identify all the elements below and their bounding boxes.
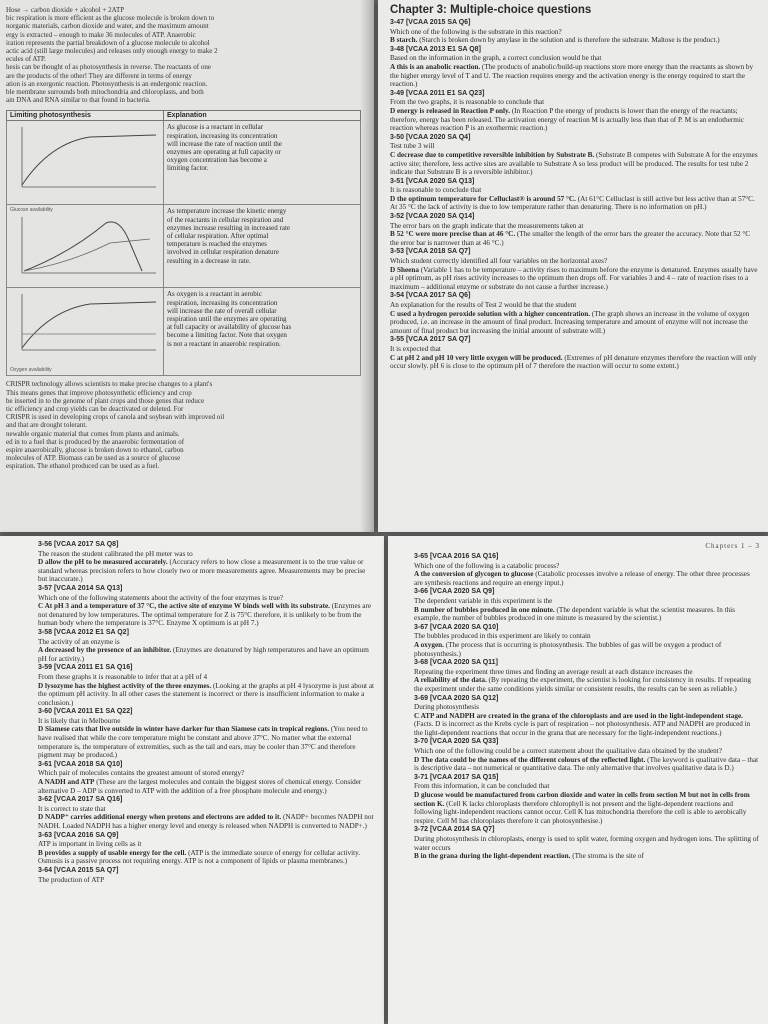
question-heading: 3-50 [VCAA 2020 SA Q4] <box>390 133 471 141</box>
answer-block <box>414 570 760 587</box>
question-list <box>38 541 376 884</box>
question-item <box>414 826 760 860</box>
answer-choice: B 52 °C were more precise than at 46 °C. <box>390 230 516 239</box>
answer-choice: A NADH and ATP <box>38 778 95 787</box>
question-heading: 3-65 [VCAA 2016 SA Q16] <box>414 553 499 560</box>
question-heading: 3-58 [VCAA 2012 E1 SA Q2] <box>38 628 129 636</box>
text-line: temperature is reached the enzymes <box>167 240 267 249</box>
answer-explanation: (ATP is the immediate source of energy for cellular activity. Osmosis is a passive process not requiring energy. ATP is not a component of lipids or plasma membranes.) <box>38 848 361 866</box>
text-line: molecules of ATP. Biomass can be used as a source of glucose <box>6 454 181 463</box>
question-item <box>390 292 758 335</box>
text-line: at full capacity or availability of glucose has <box>167 323 292 332</box>
question-heading: 3-47 [VCAA 2015 SA Q6] <box>390 19 471 26</box>
answer-choice: C used a hydrogen peroxide solution with a higher concentration. <box>390 309 591 318</box>
graph-caption: Glucose availability <box>10 207 53 214</box>
question-item <box>390 90 758 133</box>
question-heading: 3-52 [VCAA 2020 SA Q14] <box>390 213 475 221</box>
question-stem: The bubbles produced in this experiment are likely to contain <box>414 632 591 641</box>
answer-explanation: (Looking at the graphs at pH 4 lysozyme is just about at the optimum pH activity. In all other cases the statement is incorrect or there is insufficient information to make a conclusion.) <box>38 681 375 707</box>
answer-explanation: (The dependent variable is what the scientist measures. In this example, the number of bubbles produced in one minute is measured by the scientist.) <box>414 605 735 623</box>
answer-explanation: (The products of anabolic/build-up reactions store more energy than the reactants as shown by the higher energy level of T and U. The reaction requires energy and the activation energy is the energy required to start the reaction.) <box>390 62 754 89</box>
answer-choice: B in the grana during the light-dependent reaction. <box>414 852 571 861</box>
text-line: norganic materials, carbon dioxide and water, and the maximum amount <box>6 22 209 31</box>
question-stem: During photosynthesis in chloroplasts, energy is used to split water, forming oxygen and hydrogen ions. The splitting of water occurs <box>414 835 759 852</box>
question-heading: 3-57 [VCAA 2014 SA Q13] <box>38 584 123 592</box>
text-line: CRISPR is used in developing crops of canola and soybean with improved oil <box>6 413 225 422</box>
graph-cell <box>7 288 164 376</box>
answer-choice: C decrease due to competitive reversible inhibition by Substrate B. <box>390 150 595 159</box>
answer-block <box>414 606 760 623</box>
question-stem: Test tube 3 will <box>390 142 435 151</box>
question-stem: Based on the information in the graph, a correct conclusion would be that <box>390 54 602 63</box>
question-item <box>414 553 760 587</box>
question-heading: 3-48 [VCAA 2013 E1 SA Q8] <box>390 45 481 53</box>
text-line: newable organic material that comes from plants and animals. <box>6 429 180 438</box>
answer-choice: C At pH 3 and a temperature of 37 °C, the active site of enzyme W binds well with its substrate. <box>38 602 330 611</box>
question-list <box>390 19 758 371</box>
question-stem: It is correct to state that <box>38 804 106 813</box>
question-stem: From this information, it can be concluded that <box>414 782 550 791</box>
answer-choice: B number of bubbles produced in one minute. <box>414 605 555 614</box>
question-item <box>38 664 376 707</box>
answer-block <box>390 195 758 212</box>
text-line: and that are drought tolerant. <box>6 421 88 430</box>
text-line: bic respiration is more efficient as the glucose molecule is broken down to <box>6 14 215 23</box>
answer-block <box>38 849 376 866</box>
question-item <box>38 708 376 760</box>
answer-explanation: (Catabolic processes involve a release of energy. The other three processes are synthesis reactions and require an energy input.) <box>414 570 750 587</box>
table-row <box>7 121 361 205</box>
question-item <box>38 867 376 884</box>
question-heading: 3-55 [VCAA 2017 SA Q7] <box>390 336 471 344</box>
question-heading: 3-56 [VCAA 2017 SA Q8] <box>38 541 119 548</box>
question-heading: 3-53 [VCAA 2018 SA Q7] <box>390 248 471 256</box>
table-header-explanation: Explanation <box>164 111 361 121</box>
question-heading: 3-66 [VCAA 2020 SA Q9] <box>414 588 495 596</box>
textbook-page-left-top <box>0 0 374 532</box>
question-item <box>38 585 376 628</box>
text-line: As temperature increase the kinetic energy <box>167 207 287 216</box>
running-head: Chapters 1 – 3 <box>705 542 760 550</box>
text-line: tic efficiency and crop yields can be deactivated or deleted. For <box>6 405 184 414</box>
text-line: will increase the rate of overall cellular <box>167 306 277 315</box>
answer-block <box>390 310 758 336</box>
answer-block <box>390 354 758 371</box>
question-stem: The activity of an enzyme is <box>38 637 120 646</box>
question-item <box>390 213 758 247</box>
answer-choice: D the optimum temperature for Celluclast® is around 57 °C. <box>390 194 576 203</box>
text-line: will increase the rate of reaction until the <box>167 139 282 148</box>
answer-explanation: (By repeating the experiment, the scientist is looking for consistency in results. If repeating the experiment under the same conditions yields similar or consistent results, the results can be seen as reliable.) <box>414 676 752 693</box>
text-line: enzymes increase resulting in increased rate <box>167 223 291 232</box>
answer-choice: A decreased by the presence of an inhibitor. <box>38 646 172 655</box>
question-heading: 3-62 [VCAA 2017 SA Q16] <box>38 796 123 804</box>
question-stem: Which student correctly identified all four variables on the horizontal axes? <box>390 257 608 266</box>
answer-block <box>414 852 760 861</box>
chapter-title: Chapter 3: Multiple-choice questions <box>390 4 592 16</box>
question-stem: From these graphs it is reasonable to infer that at a pH of 4 <box>38 672 208 681</box>
answer-block <box>38 646 376 663</box>
question-heading: 3-61 [VCAA 2018 SA Q10] <box>38 760 123 768</box>
text-line: As oxygen is a reactant in aerobic <box>167 290 262 299</box>
text-line: of the reactants in cellular respiration and <box>167 215 284 224</box>
question-item <box>414 774 760 826</box>
outro-text <box>6 380 366 470</box>
answer-choice: D lysozyme has the highest activity of the three enzymes. <box>38 681 212 690</box>
answer-block <box>390 230 758 247</box>
question-item <box>414 738 760 772</box>
question-item <box>38 796 376 830</box>
answer-choice: D allow the pH to be measured accurately. <box>38 558 168 567</box>
answer-explanation: (Substrate B competes with Substrate A for the enzymes active site; therefore, less active sites are available to Substrate A so less product will be produced. The results for test tube 2 indicate that Substrate B is a reversible inhibitor.) <box>390 150 758 177</box>
question-item <box>390 134 758 177</box>
text-line: ain DNA and RNA similar to that found in bacteria. <box>6 96 151 105</box>
question-heading: 3-71 [VCAA 2017 SA Q15] <box>414 773 499 781</box>
oxygen-graph <box>10 290 160 362</box>
answer-block <box>414 791 760 825</box>
text-line: espiration. The ethanol produced can be used as a fuel. <box>6 462 160 471</box>
question-stem: ATP is important in living cells as it <box>38 840 142 849</box>
question-heading: 3-59 [VCAA 2011 E1 SA Q16] <box>38 664 133 672</box>
answer-explanation: (Starch is broken down by amylase in the solution and is therefore the substrate. Maltose is the product.) <box>417 36 720 45</box>
question-heading: 3-49 [VCAA 2011 E1 SA Q23] <box>390 89 485 97</box>
explanation-cell <box>164 288 361 376</box>
explanation-cell <box>164 205 361 288</box>
answer-choice: D energy is released in Reaction P only. <box>390 106 511 115</box>
answer-block <box>38 602 376 628</box>
question-heading: 3-68 [VCAA 2020 SA Q11] <box>414 659 498 667</box>
question-item <box>414 695 760 738</box>
text-line: involved in cellular respiration denature <box>167 248 279 257</box>
question-item <box>390 46 758 89</box>
graph-cell <box>7 205 164 288</box>
question-item <box>414 588 760 622</box>
answer-choice: A oxygen. <box>414 640 444 649</box>
text-line: As glucose is a reactant in cellular <box>167 123 264 132</box>
answer-explanation: (In Reaction P the energy of products is lower than the energy of the reactants; therefore, energy has been released. The activation energy of reaction M is actually less than that of P. M is an endothermic reaction whereas reaction P is an exothermic reaction.) <box>390 106 745 133</box>
text-line: oxygen concentration has become a <box>167 156 267 165</box>
question-item <box>390 248 758 291</box>
intro-text <box>6 6 366 104</box>
text-line: be inserted in to the genome of plant crops and those genes that reduce <box>6 396 205 405</box>
question-stem: Which pair of molecules contains the greatest amount of stored energy? <box>38 769 245 778</box>
textbook-page-right-top <box>378 0 768 532</box>
text-line: limiting factor. <box>167 164 209 173</box>
question-stem: It is reasonable to conclude that <box>390 186 482 195</box>
text-line: CRISPR technology allows scientists to make precise changes to a plant's <box>6 380 213 389</box>
text-line: of cellular respiration. After optimal <box>167 232 269 241</box>
answer-block <box>38 778 376 795</box>
answer-block <box>390 63 758 89</box>
answer-block <box>414 641 760 658</box>
answer-block <box>38 682 376 708</box>
answer-block <box>390 36 758 45</box>
text-line: respiration, increasing its concentration <box>167 131 278 140</box>
question-heading: 3-69 [VCAA 2020 SA Q12] <box>414 694 499 702</box>
answer-explanation: (Accuracy refers to how close a measurement is to the true value or standard whereas precision refers to how closely two or more measurements agree. Measurements may be precise but inaccurate.) <box>38 558 366 584</box>
text-line: respiration until the enzymes are operating <box>167 315 287 324</box>
question-item <box>414 659 760 693</box>
question-stem: It is expected that <box>390 344 441 353</box>
answer-choice: C at pH 2 and pH 10 very little oxygen will be produced. <box>390 353 563 362</box>
question-item <box>38 832 376 866</box>
answer-choice: A this is an anabolic reaction. <box>390 62 481 71</box>
answer-choice: B provides a supply of usable energy for the cell. <box>38 848 187 857</box>
question-stem: Which one of the following is a catabolic process? <box>414 561 560 570</box>
answer-block <box>390 107 758 133</box>
answer-choice: A the conversion of glycogen to glucose <box>414 570 534 579</box>
answer-choice: C ATP and NADPH are created in the grana of the chloroplasts and are used in the light-independent stage. <box>414 711 743 720</box>
explanation-cell <box>164 121 361 205</box>
answer-explanation: (Variable 1 has to be temperature – activity rises to maximum before the enzyme is denatured. Enzymes usually have a pH optimum, as pH rises activity increases to the optimum then drops off. For variables 3 and 4 – rate of reaction rises to a maximum – additional enzyme or substrate do not cause a further increase.) <box>390 265 758 291</box>
question-stem: The dependent variable in this experiment is the <box>414 596 553 605</box>
textbook-page-right-bottom <box>388 536 768 1024</box>
answer-block <box>38 558 376 584</box>
answer-choice: B starch. <box>390 36 418 45</box>
question-item <box>390 336 758 370</box>
question-stem: The production of ATP <box>38 875 105 884</box>
question-stem: The reason the student calibrated the pH meter was to <box>38 549 193 558</box>
temperature-graph <box>10 213 160 279</box>
graph-caption: Oxygen availability <box>10 367 52 374</box>
answer-choice: D NADP⁺ carries additional energy when protons and electrons are added to it. <box>38 813 282 822</box>
answer-choice: D glucose would be manufactured from carbon dioxide and water in cells from section M but not in cells from section K. <box>414 791 750 808</box>
page-gutter <box>360 0 374 532</box>
question-heading: 3-54 [VCAA 2017 SA Q6] <box>390 292 471 300</box>
answer-explanation: (Facts. D is incorrect as the Krebs cycle is part of respiration – not photosynthesis. ATP and NADPH are produced in the light-dependent reactions that occur in the grana that are necessary for the light-independent reactions.) <box>414 720 751 737</box>
answer-block <box>38 725 376 759</box>
table-row <box>7 288 361 376</box>
question-heading: 3-63 [VCAA 2016 SA Q9] <box>38 831 119 839</box>
answer-choice: A reliability of the data. <box>414 676 487 685</box>
question-item <box>414 624 760 658</box>
question-stem: The error bars on the graph indicate that the measurements taken at <box>390 221 584 230</box>
answer-explanation: (The stroma is the site of <box>570 852 644 861</box>
question-stem: From the two graphs, it is reasonable to conclude that <box>390 98 545 107</box>
glucose-graph <box>10 123 160 197</box>
table-row <box>7 205 361 288</box>
text-line: This means genes that improve photosynthetic efficiency and crop <box>6 388 192 397</box>
question-item <box>390 19 758 45</box>
answer-block <box>414 756 760 773</box>
text-line: Hose → carbon dioxide + alcohol + 2ATP <box>6 6 125 14</box>
text-line: respiration, increasing its concentration <box>167 298 278 307</box>
question-heading: 3-67 [VCAA 2020 SA Q10] <box>414 623 499 631</box>
text-line: ble membrane surrounds both mitochondria and chloroplasts, and both <box>6 88 204 97</box>
textbook-page-left-bottom <box>0 536 384 1024</box>
question-heading: 3-72 [VCAA 2014 SA Q7] <box>414 826 495 834</box>
question-stem: Repeating the experiment three times and finding an average result at each distance increases the <box>414 667 693 676</box>
question-stem: During photosynthesis <box>414 703 479 712</box>
answer-choice: D The data could be the names of the different colours of the reflected light. <box>414 755 646 764</box>
answer-explanation: (You need to have realised that while the core temperature might be constant and above 37°C. No matter what the external temperature is, the temperature of extremities, such as the tail and ears, may be cooler than 37°C and therefore pigment may be produced.) <box>38 725 368 760</box>
text-line: espire anaerobically, glucose is broken down to ethanol, carbon <box>6 446 184 455</box>
text-line: ergy is extracted – enough to make 36 molecules of ATP. Anaerobic <box>6 30 196 39</box>
text-line: resulting in a decrease in rate. <box>167 256 251 265</box>
answer-explanation: (The graph shows an increase in the volume of oxygen produced, i.e. an increase in the amount of final product. Increasing temperature and amount of enzyme will not increase the amount of final product but increasing the initial amount of substrate will.) <box>390 309 750 335</box>
answer-block <box>38 813 376 830</box>
question-heading: 3-60 [VCAA 2011 E1 SA Q22] <box>38 708 133 716</box>
answer-block <box>414 676 760 693</box>
text-line: iration represents the partial breakdown of a glucose molecule to alcohol <box>6 38 210 47</box>
answer-explanation: (NADP+ becomes NADPH not NADH. Loaded NADPH has a higher energy level and energy is released when NADPH is converted to NADP+.) <box>38 813 374 830</box>
question-stem: It is likely that in Melbourne <box>38 716 121 725</box>
question-item <box>38 629 376 663</box>
answer-choice: D Siamese cats that live outside in winter have darker fur than Siamese cats in tropical regions. <box>38 725 330 734</box>
limiting-factors-table <box>6 110 361 376</box>
text-line: actic acid (still large molecules) and releases only enough energy to make 2 <box>6 47 218 56</box>
question-stem: An explanation for the results of Test 2 would be that the student <box>390 301 577 309</box>
text-line: become a limiting factor. Note that oxygen <box>167 331 287 340</box>
question-item <box>390 178 758 212</box>
question-heading: 3-51 [VCAA 2020 SA Q13] <box>390 177 475 185</box>
text-line: enzymes are operating at full capacity or <box>167 148 281 157</box>
answer-choice: D Sheena <box>390 265 419 274</box>
question-heading: 3-70 [VCAA 2020 SA Q33] <box>414 738 499 746</box>
answer-explanation: (Enzymes are denatured by high temperatures and have an optimum pH for activity.) <box>38 646 369 663</box>
text-line: hesis can be thought of as photosynthesis in reverse. The reactants of one <box>6 63 211 72</box>
answer-block <box>390 151 758 177</box>
answer-explanation: (The keyword is qualitative data – that is descriptive data – not numerical or quantitative data. The only alternative that involves qualitative data is D.) <box>414 755 759 773</box>
question-stem: Which one of the following statements about the activity of the four enzymes is true? <box>38 593 284 602</box>
answer-explanation: (At 61°C Celluclast is still active but less active than at 57°C. At 35 °C the lack of activity is due to low temperature rather than denaturing. There is no information on pH.) <box>390 194 755 212</box>
table-header-graph: Limiting photosynthesis <box>7 111 164 121</box>
answer-explanation: (The process that is occurring is photosynthesis. The bubbles of gas will be oxygen a product of photosynthesis.) <box>414 640 722 658</box>
answer-explanation: (Extremes of pH denature enzymes therefore the reaction will only occur slowly. pH 6 is close to the optimum pH of 7 therefore the reaction will occur to some extent.) <box>390 353 757 371</box>
question-item <box>38 541 376 584</box>
text-line: is not a reactant in anaerobic respiration. <box>167 339 281 348</box>
text-line: are the products of the other! They are different in terms of energy <box>6 71 192 80</box>
answer-block <box>390 266 758 292</box>
question-list <box>414 553 760 861</box>
text-line: ation is an exergonic reaction. Photosynthesis is an endergonic reaction. <box>6 79 208 88</box>
answer-explanation: (The smaller the length of the error bars the greater the accuracy. Note that 52 °C the error bar is narrower than at 46 °C.) <box>390 230 751 247</box>
answer-explanation: (Cell K lacks chloroplasts therefore chlorophyll is not present and the light-dependent reactions and following light-independent reactions cannot occur. Cell K has mitochondria therefore the cell is able to aerobically respire. Cell M has chloroplasts therefore it can photosynthesise.) <box>414 799 747 825</box>
question-stem: Which one of the following is the substrate in this reaction? <box>390 27 562 36</box>
question-heading: 3-64 [VCAA 2015 SA Q7] <box>38 866 119 874</box>
text-line: ed in to a fuel that is produced by the anaerobic fermentation of <box>6 437 185 446</box>
answer-explanation: (Enzymes are not denatured by low temperatures. The optimal temperature for Z is 75°C therefore, it is unlikely to be from the human body where the temperature is 37°C. Enzyme X optimum is at pH 7.) <box>38 602 372 628</box>
graph-cell <box>7 121 164 205</box>
question-item <box>38 761 376 795</box>
question-stem: Which one of the following could be a correct statement about the qualitative data obtained by the student? <box>414 747 722 756</box>
answer-explanation: (These are the largest molecules and contain the biggest stores of chemical energy. Consider alternative D – ADP is converted to ATP with the addition of a free phosphate molecule and energy.) <box>38 778 362 795</box>
answer-block <box>414 712 760 738</box>
text-line: ecules of ATP. <box>6 55 46 64</box>
